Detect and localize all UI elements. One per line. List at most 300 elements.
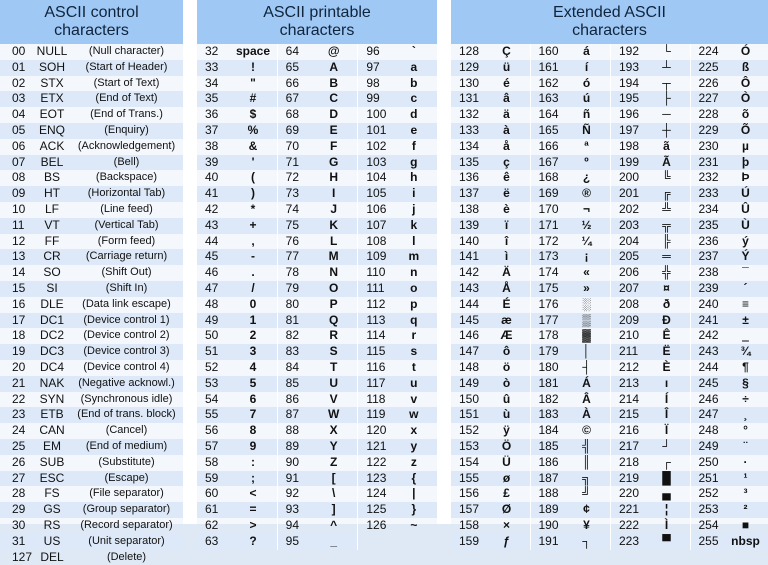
table-row xyxy=(197,218,277,234)
char-glyph: & xyxy=(231,139,275,155)
char-code: 55 xyxy=(197,407,231,423)
char-glyph: H xyxy=(312,170,356,186)
extended-column xyxy=(610,44,690,550)
char-description: (Delete) xyxy=(70,550,183,565)
char-code: 127 xyxy=(0,550,34,565)
table-row xyxy=(278,249,358,265)
table-row xyxy=(531,534,611,550)
char-code: 192 xyxy=(611,44,645,60)
printable-characters-panel xyxy=(197,0,437,524)
char-code: 87 xyxy=(278,407,312,423)
char-glyph: ë xyxy=(485,186,528,202)
char-code: 103 xyxy=(358,155,392,171)
char-description: (Enquiry) xyxy=(70,123,183,139)
char-code: 109 xyxy=(358,249,392,265)
table-row xyxy=(531,123,611,139)
char-glyph: l xyxy=(392,234,435,250)
char-glyph: ╩ xyxy=(645,202,688,218)
char-code: 66 xyxy=(278,76,312,92)
table-row xyxy=(358,60,437,76)
char-glyph: / xyxy=(231,281,275,297)
table-row xyxy=(531,439,611,455)
table-row xyxy=(691,281,768,297)
char-description: (Device control 1) xyxy=(70,313,183,329)
char-description: (Substitute) xyxy=(70,455,183,471)
char-code: 153 xyxy=(451,439,485,455)
table-row xyxy=(611,297,690,313)
table-row xyxy=(611,534,690,550)
char-description: (Escape) xyxy=(70,471,183,487)
table-row xyxy=(611,139,690,155)
char-glyph: q xyxy=(392,313,435,329)
char-code: 70 xyxy=(278,139,312,155)
char-glyph: * xyxy=(231,202,275,218)
char-code: 119 xyxy=(358,407,392,423)
table-row xyxy=(278,202,358,218)
table-row xyxy=(358,155,437,171)
extended-title-line2: characters xyxy=(572,22,647,40)
char-glyph: ƒ xyxy=(485,534,528,550)
char-code: 191 xyxy=(531,534,565,550)
char-code: 253 xyxy=(691,502,725,518)
char-glyph: ø xyxy=(485,471,528,487)
char-code: 07 xyxy=(0,155,34,171)
table-row xyxy=(611,218,690,234)
control-column xyxy=(0,44,183,565)
table-row xyxy=(611,234,690,250)
table-row xyxy=(0,502,183,518)
char-code: 63 xyxy=(197,534,231,550)
table-row xyxy=(278,313,358,329)
table-row xyxy=(531,234,611,250)
char-glyph: û xyxy=(485,392,528,408)
char-glyph: ´ xyxy=(725,281,767,297)
char-code: 250 xyxy=(691,455,725,471)
table-row xyxy=(611,60,690,76)
char-description: (Group separator) xyxy=(70,502,183,518)
table-row xyxy=(358,486,437,502)
table-row xyxy=(611,186,690,202)
char-code: 38 xyxy=(197,139,231,155)
char-code: 113 xyxy=(358,313,392,329)
table-row xyxy=(611,44,690,60)
char-code: 50 xyxy=(197,328,231,344)
char-code: 69 xyxy=(278,123,312,139)
char-glyph: t xyxy=(392,360,435,376)
char-glyph: ░ xyxy=(565,297,609,313)
table-row xyxy=(278,534,358,550)
printable-table xyxy=(197,44,437,550)
table-row xyxy=(0,107,183,123)
table-row xyxy=(197,107,277,123)
char-code: 164 xyxy=(531,107,565,123)
char-glyph: ) xyxy=(231,186,275,202)
char-glyph: v xyxy=(392,392,435,408)
char-code: 118 xyxy=(358,392,392,408)
table-row xyxy=(611,344,690,360)
char-glyph: ! xyxy=(231,60,275,76)
table-row xyxy=(278,170,358,186)
char-glyph: - xyxy=(231,249,275,265)
table-row xyxy=(611,518,690,534)
table-row xyxy=(358,234,437,250)
char-code: 228 xyxy=(691,107,725,123)
char-code: 126 xyxy=(358,518,392,534)
char-glyph: Ü xyxy=(485,455,528,471)
char-code: 167 xyxy=(531,155,565,171)
char-glyph: Û xyxy=(725,202,767,218)
table-row xyxy=(611,202,690,218)
table-row xyxy=(451,297,530,313)
char-glyph: ^ xyxy=(312,518,356,534)
char-glyph: ® xyxy=(565,186,609,202)
char-glyph: # xyxy=(231,91,275,107)
char-code: 206 xyxy=(611,265,645,281)
char-code: 84 xyxy=(278,360,312,376)
char-glyph: u xyxy=(392,376,435,392)
char-glyph: I xyxy=(312,186,356,202)
char-glyph: Æ xyxy=(485,328,528,344)
char-code: 48 xyxy=(197,297,231,313)
char-description: (Negative acknowl.) xyxy=(70,376,183,392)
char-code: 21 xyxy=(0,376,34,392)
table-row xyxy=(611,407,690,423)
char-description: (Device control 4) xyxy=(70,360,183,376)
char-glyph: Ø xyxy=(485,502,528,518)
extended-title-line1: Extended ASCII xyxy=(553,4,666,22)
char-code: 47 xyxy=(197,281,231,297)
table-row xyxy=(358,502,437,518)
char-code: 188 xyxy=(531,486,565,502)
table-row xyxy=(611,360,690,376)
char-glyph: ö xyxy=(485,360,528,376)
table-row xyxy=(611,91,690,107)
char-code: 65 xyxy=(278,60,312,76)
char-code: 187 xyxy=(531,471,565,487)
char-glyph: X xyxy=(312,423,356,439)
table-row xyxy=(278,328,358,344)
char-code: 229 xyxy=(691,123,725,139)
table-row xyxy=(0,455,183,471)
table-row xyxy=(691,123,768,139)
table-row xyxy=(0,218,183,234)
table-row xyxy=(0,550,183,565)
char-glyph: 1 xyxy=(231,313,275,329)
char-glyph: À xyxy=(565,407,609,423)
char-glyph: G xyxy=(312,155,356,171)
table-row xyxy=(197,202,277,218)
char-glyph: | xyxy=(392,486,435,502)
char-code: 39 xyxy=(197,155,231,171)
table-row xyxy=(358,313,437,329)
table-row xyxy=(358,186,437,202)
char-code: 60 xyxy=(197,486,231,502)
char-glyph: c xyxy=(392,91,435,107)
char-glyph: R xyxy=(312,328,356,344)
table-row xyxy=(278,344,358,360)
table-row xyxy=(451,486,530,502)
char-code: 155 xyxy=(451,471,485,487)
table-row xyxy=(611,471,690,487)
table-row xyxy=(451,186,530,202)
char-code: 121 xyxy=(358,439,392,455)
table-row xyxy=(531,91,611,107)
char-glyph: D xyxy=(312,107,356,123)
char-code: 161 xyxy=(531,60,565,76)
table-row xyxy=(611,376,690,392)
char-glyph: space xyxy=(231,44,275,60)
table-row xyxy=(691,202,768,218)
table-row xyxy=(691,502,768,518)
char-code: 80 xyxy=(278,297,312,313)
char-code: 11 xyxy=(0,218,34,234)
table-row xyxy=(358,297,437,313)
table-row xyxy=(197,139,277,155)
char-glyph: x xyxy=(392,423,435,439)
table-row xyxy=(197,60,277,76)
char-glyph: Á xyxy=(565,376,609,392)
char-glyph: g xyxy=(392,155,435,171)
char-glyph: j xyxy=(392,202,435,218)
char-description: (Backspace) xyxy=(70,170,183,186)
table-row xyxy=(531,76,611,92)
char-code: 193 xyxy=(611,60,645,76)
char-glyph: Ú xyxy=(725,186,767,202)
table-row xyxy=(451,91,530,107)
char-glyph: « xyxy=(565,265,609,281)
table-row xyxy=(358,423,437,439)
char-code: 97 xyxy=(358,60,392,76)
char-code: 19 xyxy=(0,344,34,360)
table-row xyxy=(278,76,358,92)
char-glyph: ┴ xyxy=(645,60,688,76)
char-code: 116 xyxy=(358,360,392,376)
table-row xyxy=(691,344,768,360)
char-glyph: " xyxy=(231,76,275,92)
char-code: 157 xyxy=(451,502,485,518)
char-code: 26 xyxy=(0,455,34,471)
table-row xyxy=(691,471,768,487)
table-row xyxy=(691,44,768,60)
char-glyph: Ö xyxy=(485,439,528,455)
panel-gap xyxy=(183,0,197,524)
char-glyph: ■ xyxy=(725,518,767,534)
char-code: 83 xyxy=(278,344,312,360)
table-row xyxy=(451,281,530,297)
table-row xyxy=(611,392,690,408)
char-glyph: ª xyxy=(565,139,609,155)
table-row xyxy=(358,281,437,297)
table-row xyxy=(531,328,611,344)
table-row xyxy=(0,486,183,502)
char-code: 226 xyxy=(691,76,725,92)
char-glyph: â xyxy=(485,91,528,107)
char-abbrev: BS xyxy=(34,170,70,186)
char-code: 227 xyxy=(691,91,725,107)
char-glyph: Ó xyxy=(725,44,767,60)
char-glyph: M xyxy=(312,249,356,265)
table-row xyxy=(691,60,768,76)
char-code: 102 xyxy=(358,139,392,155)
char-description: (Acknowledgement) xyxy=(70,139,183,155)
table-row xyxy=(531,455,611,471)
char-code: 177 xyxy=(531,313,565,329)
char-glyph: ‗ xyxy=(725,328,767,344)
char-code: 136 xyxy=(451,170,485,186)
char-code: 37 xyxy=(197,123,231,139)
char-glyph: ¡ xyxy=(565,249,609,265)
char-abbrev: DEL xyxy=(34,550,70,565)
char-glyph: ô xyxy=(485,344,528,360)
char-code: 114 xyxy=(358,328,392,344)
table-row xyxy=(278,123,358,139)
char-abbrev: NULL xyxy=(34,44,70,60)
char-glyph: m xyxy=(392,249,435,265)
table-row xyxy=(691,139,768,155)
char-glyph: b xyxy=(392,76,435,92)
table-row xyxy=(611,107,690,123)
char-code: 123 xyxy=(358,471,392,487)
table-row xyxy=(691,249,768,265)
char-glyph: á xyxy=(565,44,609,60)
char-glyph: _ xyxy=(312,534,356,550)
char-glyph: × xyxy=(485,518,528,534)
table-row xyxy=(531,265,611,281)
char-code: 15 xyxy=(0,281,34,297)
table-row xyxy=(531,297,611,313)
char-code: 171 xyxy=(531,218,565,234)
char-code: 131 xyxy=(451,91,485,107)
char-glyph: \ xyxy=(312,486,356,502)
char-glyph: └ xyxy=(645,44,688,60)
char-abbrev: ETB xyxy=(34,407,70,423)
table-row xyxy=(451,455,530,471)
char-code: 22 xyxy=(0,392,34,408)
char-code: 125 xyxy=(358,502,392,518)
char-glyph: ▀ xyxy=(645,534,688,550)
char-code: 13 xyxy=(0,249,34,265)
char-code: 09 xyxy=(0,186,34,202)
printable-title-line1: ASCII printable xyxy=(263,4,371,22)
char-glyph: 4 xyxy=(231,360,275,376)
char-description: (End of Text) xyxy=(70,91,183,107)
char-glyph: ? xyxy=(231,534,275,550)
char-glyph: ı xyxy=(645,376,688,392)
char-code: 106 xyxy=(358,202,392,218)
char-code: 44 xyxy=(197,234,231,250)
char-glyph: Ò xyxy=(725,91,767,107)
table-row xyxy=(358,376,437,392)
table-row xyxy=(197,502,277,518)
table-row xyxy=(531,186,611,202)
char-code: 62 xyxy=(197,518,231,534)
char-code: 248 xyxy=(691,423,725,439)
char-code: 67 xyxy=(278,91,312,107)
table-row xyxy=(197,471,277,487)
char-glyph: │ xyxy=(565,344,609,360)
char-abbrev: CR xyxy=(34,249,70,265)
char-code: 14 xyxy=(0,265,34,281)
char-code: 249 xyxy=(691,439,725,455)
table-row xyxy=(358,265,437,281)
table-row xyxy=(0,76,183,92)
char-code: 220 xyxy=(611,486,645,502)
table-row xyxy=(0,202,183,218)
char-code: 94 xyxy=(278,518,312,534)
char-code: 170 xyxy=(531,202,565,218)
char-code: 235 xyxy=(691,218,725,234)
table-row xyxy=(358,44,437,60)
control-table xyxy=(0,44,183,565)
char-code: 237 xyxy=(691,249,725,265)
char-glyph: ¢ xyxy=(565,502,609,518)
table-row xyxy=(0,123,183,139)
table-row xyxy=(278,392,358,408)
char-glyph: 7 xyxy=(231,407,275,423)
char-description: (Record separator) xyxy=(70,518,183,534)
char-code: 107 xyxy=(358,218,392,234)
char-glyph: E xyxy=(312,123,356,139)
table-row xyxy=(451,44,530,60)
char-glyph: ü xyxy=(485,60,528,76)
char-code: 158 xyxy=(451,518,485,534)
char-glyph: p xyxy=(392,297,435,313)
char-glyph: ┌ xyxy=(645,455,688,471)
char-code: 122 xyxy=(358,455,392,471)
table-row xyxy=(197,155,277,171)
char-code: 135 xyxy=(451,155,485,171)
char-code: 64 xyxy=(278,44,312,60)
char-code: 111 xyxy=(358,281,392,297)
char-code: 251 xyxy=(691,471,725,487)
char-description: (Data link escape) xyxy=(70,297,183,313)
char-code: 239 xyxy=(691,281,725,297)
table-row xyxy=(691,486,768,502)
char-glyph: ³ xyxy=(725,486,767,502)
char-abbrev: SYN xyxy=(34,392,70,408)
char-code: 01 xyxy=(0,60,34,76)
char-code: 68 xyxy=(278,107,312,123)
char-code: 85 xyxy=(278,376,312,392)
char-code: 254 xyxy=(691,518,725,534)
char-code: 173 xyxy=(531,249,565,265)
char-glyph: ▒ xyxy=(565,313,609,329)
char-code: 231 xyxy=(691,155,725,171)
table-row xyxy=(278,139,358,155)
table-row xyxy=(451,76,530,92)
char-glyph: 2 xyxy=(231,328,275,344)
table-row xyxy=(358,392,437,408)
table-row xyxy=(197,376,277,392)
char-code: 86 xyxy=(278,392,312,408)
char-code: 108 xyxy=(358,234,392,250)
char-code: 54 xyxy=(197,392,231,408)
table-row xyxy=(278,265,358,281)
char-glyph: ] xyxy=(312,502,356,518)
char-code: 218 xyxy=(611,455,645,471)
char-glyph: Â xyxy=(565,392,609,408)
table-row xyxy=(358,360,437,376)
char-code: 244 xyxy=(691,360,725,376)
char-description: (End of Trans.) xyxy=(70,107,183,123)
char-glyph: Z xyxy=(312,455,356,471)
table-row xyxy=(531,407,611,423)
control-title-line1: ASCII control xyxy=(44,4,138,22)
char-code: 10 xyxy=(0,202,34,218)
extended-header xyxy=(451,0,768,44)
char-code: 130 xyxy=(451,76,485,92)
char-code: 245 xyxy=(691,376,725,392)
